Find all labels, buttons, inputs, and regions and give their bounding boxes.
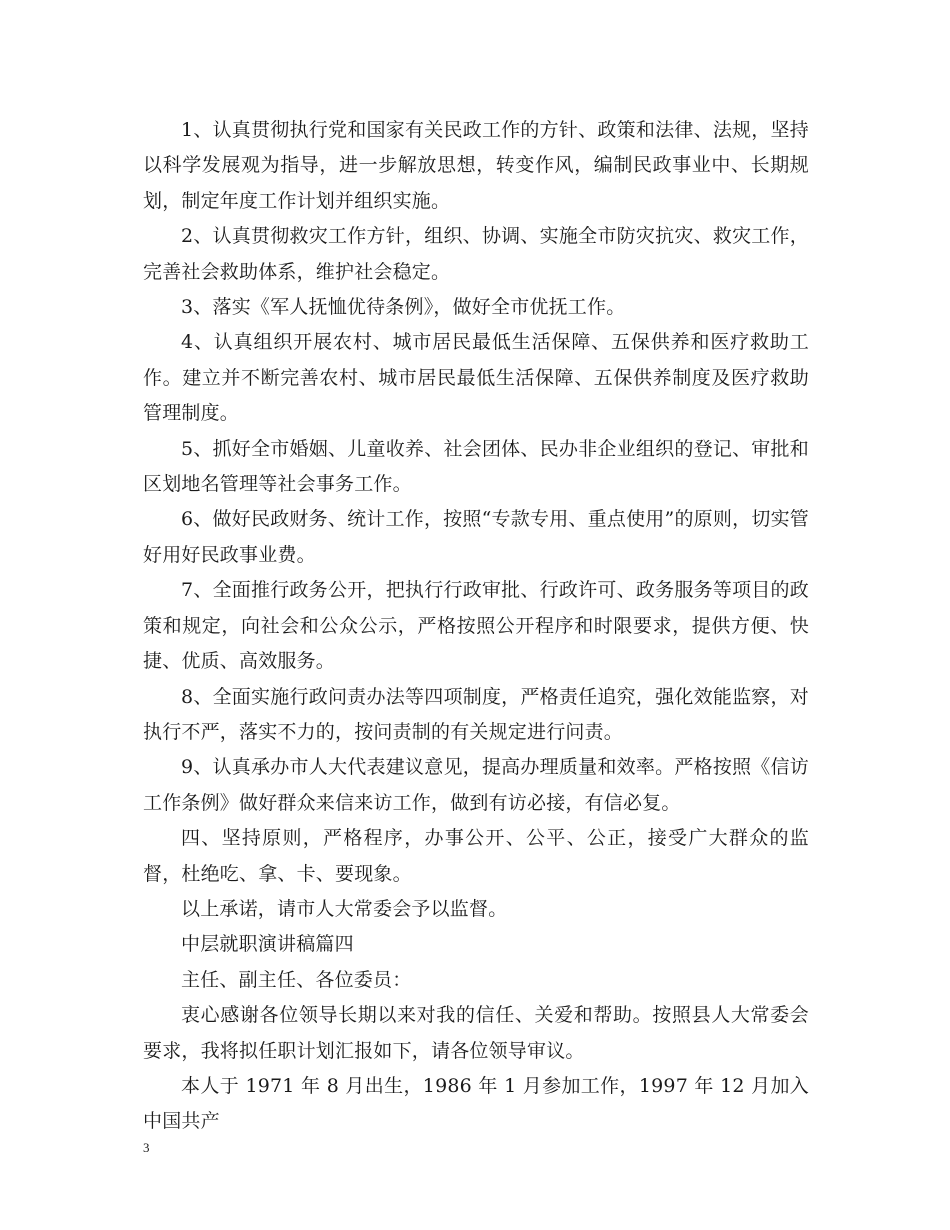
paragraph-item-9: 9、认真承办市人大代表建议意见，提高办理质量和效率。严格按照《信访工作条例》做好群众来信来访工作，做到有访必接，有信必复。	[143, 756, 809, 814]
paragraph-item-7: 7、全面推行政务公开，把执行行政审批、行政许可、政务服务等项目的政策和规定，向社会和公众公示，严格按照公开程序和时限要求，提供方便、快捷、优质、高效服务。	[143, 579, 809, 673]
paragraph-closing: 以上承诺，请市人大常委会予以监督。	[181, 897, 508, 920]
paragraph-item-4: 4、认真组织开展农村、城市居民最低生活保障、五保供养和医疗救助工作。建立并不断完善农村、城市居民最低生活保障、五保供养制度及医疗救助管理制度。	[143, 331, 809, 425]
page-number: 3	[143, 1140, 150, 1155]
speech-title: 中层就职演讲稿篇四	[181, 933, 354, 956]
paragraph-item-5: 5、抓好全市婚姻、儿童收养、社会团体、民办非企业组织的登记、审批和区划地名管理等社会事务工作。	[143, 437, 809, 496]
paragraph-thanks: 衷心感谢各位领导长期以来对我的信任、关爱和帮助。按照县人大常委会要求，我将拟任职计划汇报如下，请各位领导审议。	[143, 1004, 809, 1062]
paragraph-bio: 本人于 1971 年 8 月出生，1986 年 1 月参加工作，1997 年 12 月加入中国共产	[143, 1074, 809, 1133]
salutation: 主任、副主任、各位委员：	[181, 968, 412, 991]
paragraph-item-2: 2、认真贯彻救灾工作方针，组织、协调、实施全市防灾抗灾、救灾工作，完善社会救助体系，维护社会稳定。	[143, 225, 809, 283]
paragraph-section-four: 四、坚持原则，严格程序，办事公开、公平、公正，接受广大群众的监督，杜绝吃、拿、卡、要现象。	[143, 827, 809, 885]
paragraph-item-8: 8、全面实施行政问责办法等四项制度，严格责任追究，强化效能监察，对执行不严，落实不力的，按问责制的有关规定进行问责。	[143, 685, 809, 743]
paragraph-item-6: 6、做好民政财务、统计工作，按照“专款专用、重点使用”的原则，切实管好用好民政事业费。	[143, 508, 809, 566]
paragraph-item-1: 1、认真贯彻执行党和国家有关民政工作的方针、政策和法律、法规，坚持以科学发展观为指导，进一步解放思想，转变作风，编制民政事业中、长期规划，制定年度工作计划并组织实施。	[143, 119, 809, 212]
document-body	[143, 113, 809, 1140]
paragraph-item-3: 3、落实《军人抚恤优待条例》，做好全市优抚工作。	[181, 296, 626, 319]
